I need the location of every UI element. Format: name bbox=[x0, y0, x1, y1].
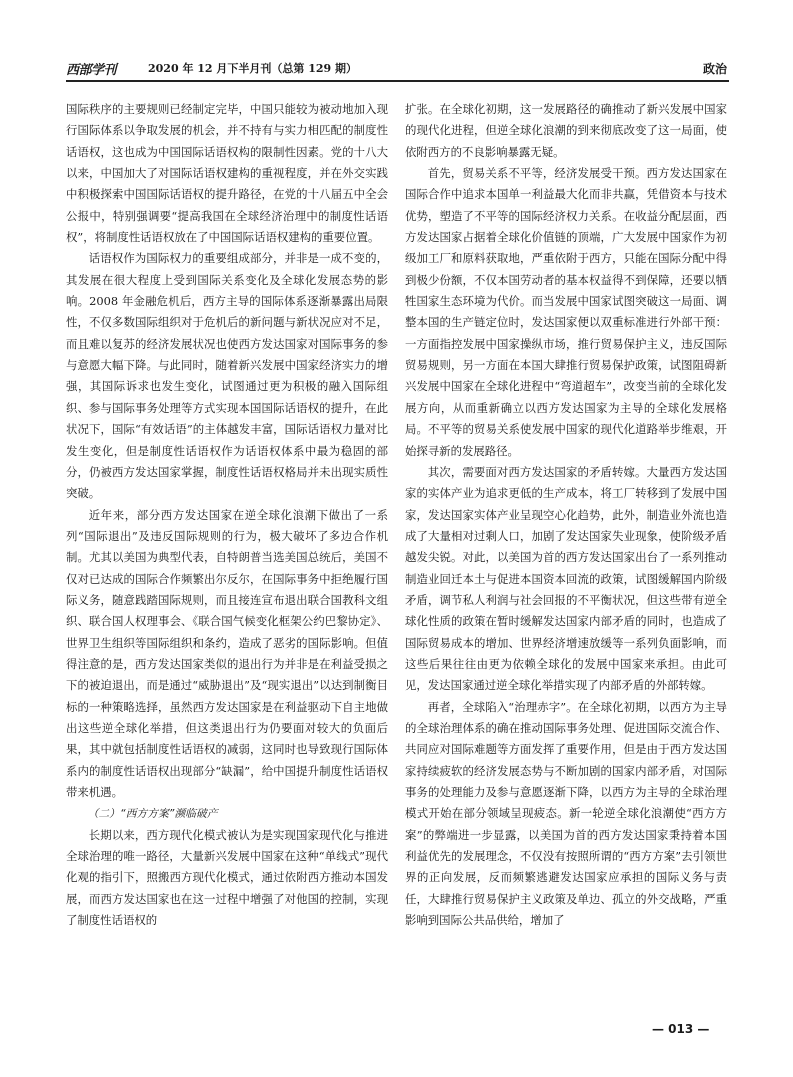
right-column bbox=[405, 99, 727, 931]
paragraph: 国际秩序的主要规则已经制定完毕，中国只能较为被动地加入现行国际体系以争取发展的机会，并不持有与实力相匹配的制度性话语权，这也成为中国国际话语权构的限制性因素。党的十八大以来，中国加大了对国际话语权建构的重视程度，并在外交实践中积极探索中国国际话语权的提升路径，在党的十八届五中全会公报中，特别强调要“提高我国在全球经济治理中的制度性话语权”，将制度性话语权放在了中国国际话语权建构的重要位置。 bbox=[66, 102, 388, 245]
paragraph: 其次，需要面对西方发达国家的矛盾转嫁。大量西方发达国家的实体产业为追求更低的生产成本，将工厂转移到了发展中国家，发达国家实体产业呈现空心化趋势，此外，制造业外流也造成了大量相对过剩人口，加剧了发达国家失业现象，使阶级矛盾越发尖锐。对此，以美国为首的西方发达国家出台了一系列推动制造业回迁本土与促进本国资本回流的政策，试图缓解国内阶级矛盾，调节私人利润与社会回报的不平衡状况，但这些带有逆全球化性质的政策在暂时缓解发达国家内部矛盾的同时，也造成了国际贸易成本的增加、世界经济增速放缓等一系列负面影响，而这些后果往往由更为依赖全球化的发展中国家来承担。由此可见，发达国家通过逆全球化举措实现了内部矛盾的外部转嫁。 bbox=[405, 464, 727, 693]
page-header bbox=[66, 58, 729, 82]
paragraph: 再者，全球陷入“治理赤字”。在全球化初期，以西方为主导的全球治理体系的确在推动国际事务处理、促进国际交流合作、共同应对国际难题等方面发挥了重要作用，但是由于西方发达国家持续疲软的经济发展态势与不断加剧的国家内部矛盾，对国际事务的处理能力及参与意愿逐渐下降，以西方为主导的全球治理模式开始在部分领域呈现疲态。新一轮逆全球化浪潮使“西方方案”的弊端进一步显露，以美国为首的西方发达国家秉持着本国利益优先的发展理念，不仅没有按照所谓的“西方方案”去引领世界的正向发展，反而频繁逃避发达国家应承担的国际义务与责任，大肆推行贸易保护主义政策及单边、孤立的外交战略，严重影响到国际公共品供给，增加了 bbox=[405, 699, 727, 928]
page-number: — 013 — bbox=[652, 1022, 710, 1036]
issue-info: 2020 年 12 月下半月刊（总第 129 期） bbox=[148, 62, 358, 75]
left-column bbox=[66, 99, 388, 931]
section-label: 政治 bbox=[702, 62, 727, 76]
paragraph: 扩张。在全球化初期，这一发展路径的确推动了新兴发展中国家的现代化进程，但逆全球化浪潮的到来彻底改变了这一局面，使依附西方的不良影响暴露无疑。 bbox=[405, 102, 727, 159]
paragraph: 话语权作为国际权力的重要组成部分，并非是一成不变的，其发展在很大程度上受到国际关系变化及全球化发展态势的影响。2008 年金融危机后，西方主导的国际体系逐渐暴露出局限性，不仅多数国际组织对于危机后的新问题与新状况应对不足，而且难以复苏的经济发展状况也使西方发达国家对国际事务的参与意愿大幅下降。与此同时，随着新兴发展中国家经济实力的增强，其国际诉求也发生变化，试图通过更为积极的融入国际组织、参与国际事务处理等方式实现本国国际话语权的提升，在此状况下，国际“有效话语”的主体越发丰富，国际话语权力量对比发生变化，但是制度性话语权作为话语权体系中最为稳固的部分，仍被西方发达国家掌握，制度性话语权格局并未出现实质性突破。 bbox=[66, 251, 388, 501]
journal-logo: 西部学刊 bbox=[66, 63, 117, 78]
paragraph: 长期以来，西方现代化模式被认为是实现国家现代化与推进全球治理的唯一路径，大量新兴发展中国家在这种“单线式”现代化观的指引下，照搬西方现代化模式，通过依附西方推动本国发展，而西方发达国家也在这一过程中增强了对他国的控制，实现了制度性话语权的 bbox=[66, 827, 388, 928]
paragraph: 近年来，部分西方发达国家在逆全球化浪潮下做出了一系列“国际退出”及违反国际规则的行为，极大破坏了多边合作机制。尤其以美国为典型代表，自特朗普当选美国总统后，美国不仅对已达成的国际合作频繁出尔反尔，在国际事务中拒绝履行国际义务，随意践踏国际规则，而且接连宣布退出联合国教科文组织、联合国人权理事会、《联合国气候变化框架公约巴黎协定》、世界卫生组织等国际组织和条约，造成了恶劣的国际影响。但值得注意的是，西方发达国家类似的退出行为并非是在利益受损之下的被迫退出，而是通过“威胁退出”及“现实退出”以达到制衡目标的一种策略选择，虽然西方发达国家是在利益驱动下自主地做出这些逆全球化举措，但这类退出行为仍要面对较大的负面后果，其中就包括制度性话语权的减弱，这同时也导致现行国际体系内的制度性话语权出现部分“缺漏”，给中国提升制度性话语权带来机遇。 bbox=[66, 507, 388, 799]
paragraph: 首先，贸易关系不平等，经济发展受干预。西方发达国家在国际合作中追求本国单一利益最大化而非共赢，凭借资本与技术优势，塑造了不平等的国际经济权力关系。在收益分配层面，西方发达国家占据着全球化价值链的顶端，广大发展中国家作为初级加工厂和原料获取地，严重依附于西方，只能在国际分配中得到极少份额，不仅本国劳动者的基本权益得不到保障，还要以牺牲国家生态环境为代价。而当发展中国家试图突破这一局面、调整本国的生产链定位时，发达国家便以双重标准进行外部干预：一方面指控发展中国家操纵市场，推行贸易保护主义，违反国际贸易规则，另一方面在本国大肆推行贸易保护政策，试图阻碍新兴发展中国家在全球化进程中“弯道超车”，改变当前的全球化发展方向，从而重新确立以西方发达国家为主导的全球化发展格局。不平等的贸易关系使发展中国家的现代化道路举步维艰，开始探寻新的发展路径。 bbox=[405, 166, 727, 458]
section-subheading: （二）“西方方案”濒临破产 bbox=[87, 807, 218, 821]
